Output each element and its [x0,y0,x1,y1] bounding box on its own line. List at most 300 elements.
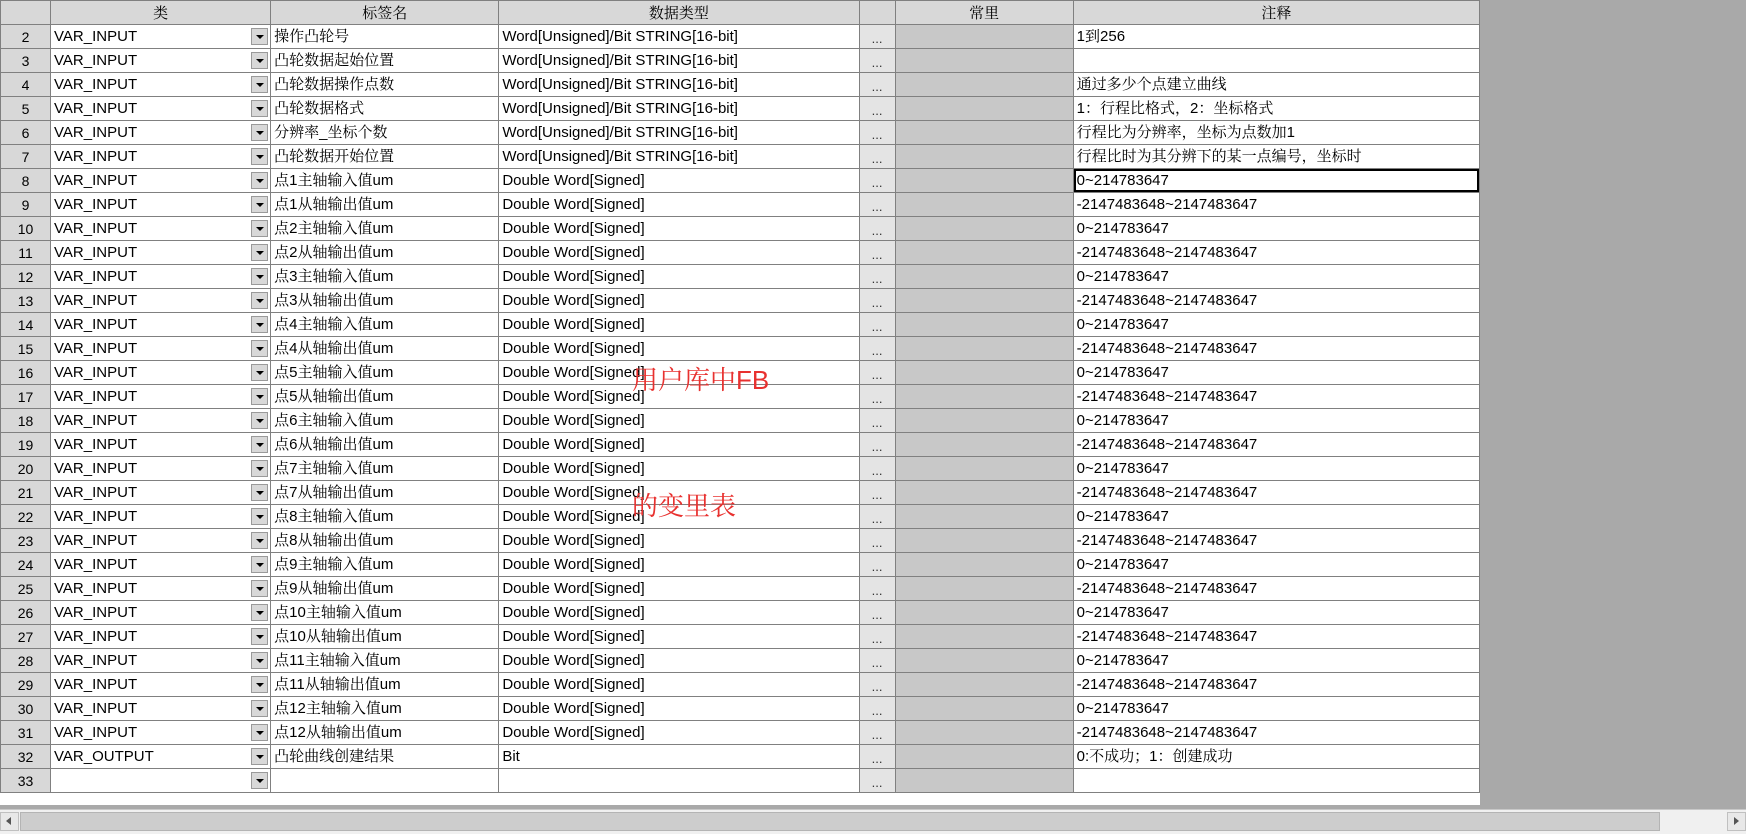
cell-constant[interactable] [895,409,1073,433]
cell-label-name[interactable] [271,505,499,529]
chevron-down-icon[interactable] [251,244,268,261]
cell-label-name[interactable] [271,481,499,505]
cell-class[interactable] [51,217,271,241]
cell-comment[interactable] [1073,697,1479,721]
chevron-down-icon[interactable] [251,484,268,501]
header-name[interactable]: 标签名 [271,1,499,25]
cell-label-name[interactable] [271,553,499,577]
header-datatype[interactable]: 数据类型 [499,1,859,25]
cell-constant[interactable] [895,313,1073,337]
table-row[interactable] [1,361,1480,385]
chevron-down-icon[interactable] [251,76,268,93]
table-row[interactable] [1,97,1480,121]
chevron-down-icon[interactable] [251,100,268,117]
chevron-down-icon[interactable] [251,556,268,573]
cell-class[interactable] [51,409,271,433]
datatype-browse-button[interactable] [859,697,895,721]
scroll-right-arrow-icon[interactable] [1727,812,1746,831]
cell-datatype[interactable] [499,409,859,433]
datatype-browse-button[interactable] [859,745,895,769]
cell-datatype[interactable] [499,481,859,505]
cell-label-name[interactable] [271,217,499,241]
cell-label-name[interactable] [271,97,499,121]
row-number[interactable]: 13 [1,289,51,313]
cell-constant[interactable] [895,265,1073,289]
cell-constant[interactable] [895,289,1073,313]
datatype-browse-button[interactable] [859,289,895,313]
cell-comment[interactable] [1073,673,1479,697]
cell-label-name[interactable] [271,601,499,625]
cell-comment[interactable] [1073,457,1479,481]
cell-datatype[interactable] [499,73,859,97]
cell-datatype[interactable] [499,673,859,697]
row-number[interactable]: 5 [1,97,51,121]
cell-datatype[interactable] [499,25,859,49]
chevron-down-icon[interactable] [251,268,268,285]
table-row[interactable] [1,337,1480,361]
cell-class[interactable] [51,697,271,721]
datatype-browse-button[interactable] [859,601,895,625]
cell-comment[interactable] [1073,721,1479,745]
chevron-down-icon[interactable] [251,700,268,717]
cell-comment[interactable] [1073,193,1479,217]
cell-constant[interactable] [895,745,1073,769]
cell-comment[interactable] [1073,361,1479,385]
cell-datatype[interactable] [499,721,859,745]
cell-class[interactable] [51,745,271,769]
row-number[interactable]: 11 [1,241,51,265]
cell-comment[interactable] [1073,481,1479,505]
cell-constant[interactable] [895,481,1073,505]
cell-class[interactable] [51,553,271,577]
cell-class[interactable] [51,649,271,673]
cell-comment[interactable] [1073,577,1479,601]
cell-label-name[interactable] [271,409,499,433]
chevron-down-icon[interactable] [251,748,268,765]
chevron-down-icon[interactable] [251,460,268,477]
cell-constant[interactable] [895,601,1073,625]
table-row[interactable] [1,673,1480,697]
datatype-browse-button[interactable] [859,361,895,385]
row-number[interactable]: 31 [1,721,51,745]
row-number[interactable]: 4 [1,73,51,97]
cell-constant[interactable] [895,145,1073,169]
row-number[interactable]: 14 [1,313,51,337]
cell-comment[interactable] [1073,601,1479,625]
row-number[interactable]: 17 [1,385,51,409]
cell-datatype[interactable] [499,577,859,601]
scroll-left-arrow-icon[interactable] [0,812,19,831]
cell-comment[interactable] [1073,313,1479,337]
table-row[interactable] [1,121,1480,145]
table-body[interactable] [1,25,1480,793]
chevron-down-icon[interactable] [251,532,268,549]
cell-label-name[interactable] [271,193,499,217]
cell-datatype[interactable] [499,457,859,481]
datatype-browse-button[interactable] [859,313,895,337]
cell-constant[interactable] [895,121,1073,145]
cell-label-name[interactable] [271,673,499,697]
cell-label-name[interactable] [271,313,499,337]
cell-datatype[interactable] [499,121,859,145]
table-row[interactable] [1,409,1480,433]
chevron-down-icon[interactable] [251,52,268,69]
table-row[interactable] [1,241,1480,265]
cell-constant[interactable] [895,433,1073,457]
row-number[interactable]: 3 [1,49,51,73]
cell-class[interactable] [51,337,271,361]
cell-constant[interactable] [895,697,1073,721]
cell-comment[interactable] [1073,25,1479,49]
cell-class[interactable] [51,73,271,97]
cell-comment[interactable] [1073,121,1479,145]
datatype-browse-button[interactable] [859,241,895,265]
cell-class[interactable] [51,481,271,505]
cell-constant[interactable] [895,193,1073,217]
cell-class[interactable] [51,313,271,337]
cell-class[interactable] [51,289,271,313]
cell-constant[interactable] [895,241,1073,265]
table-row[interactable] [1,529,1480,553]
table-row[interactable] [1,433,1480,457]
cell-constant[interactable] [895,553,1073,577]
cell-constant[interactable] [895,25,1073,49]
cell-comment[interactable] [1073,769,1479,793]
row-number[interactable]: 9 [1,193,51,217]
datatype-browse-button[interactable] [859,481,895,505]
datatype-browse-button[interactable] [859,169,895,193]
cell-constant[interactable] [895,673,1073,697]
cell-datatype[interactable] [499,649,859,673]
row-number[interactable]: 20 [1,457,51,481]
cell-constant[interactable] [895,625,1073,649]
table-row[interactable] [1,265,1480,289]
cell-label-name[interactable] [271,73,499,97]
table-row[interactable] [1,193,1480,217]
datatype-browse-button[interactable] [859,553,895,577]
cell-comment[interactable] [1073,529,1479,553]
cell-comment[interactable] [1073,49,1479,73]
cell-label-name[interactable] [271,721,499,745]
cell-constant[interactable] [895,361,1073,385]
cell-label-name[interactable] [271,649,499,673]
cell-constant[interactable] [895,169,1073,193]
cell-datatype[interactable] [499,241,859,265]
datatype-browse-button[interactable] [859,73,895,97]
row-number[interactable]: 21 [1,481,51,505]
table-row[interactable] [1,505,1480,529]
cell-datatype[interactable] [499,601,859,625]
cell-constant[interactable] [895,337,1073,361]
datatype-browse-button[interactable] [859,121,895,145]
row-number[interactable]: 25 [1,577,51,601]
cell-class[interactable] [51,457,271,481]
cell-comment[interactable] [1073,241,1479,265]
cell-label-name[interactable] [271,457,499,481]
row-number[interactable]: 30 [1,697,51,721]
chevron-down-icon[interactable] [251,172,268,189]
cell-class[interactable] [51,625,271,649]
cell-class[interactable] [51,505,271,529]
header-class[interactable]: 类 [51,1,271,25]
row-number[interactable]: 26 [1,601,51,625]
cell-comment[interactable] [1073,145,1479,169]
cell-comment[interactable] [1073,73,1479,97]
chevron-down-icon[interactable] [251,364,268,381]
table-row[interactable] [1,457,1480,481]
table-row[interactable] [1,625,1480,649]
row-number[interactable]: 10 [1,217,51,241]
table-row[interactable] [1,25,1480,49]
row-number[interactable]: 16 [1,361,51,385]
cell-label-name[interactable] [271,385,499,409]
cell-class[interactable] [51,265,271,289]
table-row[interactable] [1,481,1480,505]
chevron-down-icon[interactable] [251,412,268,429]
datatype-browse-button[interactable] [859,217,895,241]
cell-datatype[interactable] [499,433,859,457]
chevron-down-icon[interactable] [251,628,268,645]
chevron-down-icon[interactable] [251,652,268,669]
row-number[interactable]: 7 [1,145,51,169]
cell-datatype[interactable] [499,193,859,217]
datatype-browse-button[interactable] [859,505,895,529]
datatype-browse-button[interactable] [859,625,895,649]
cell-datatype[interactable] [499,553,859,577]
cell-comment[interactable] [1073,553,1479,577]
chevron-down-icon[interactable] [251,604,268,621]
cell-label-name[interactable] [271,625,499,649]
table-row[interactable] [1,721,1480,745]
datatype-browse-button[interactable] [859,433,895,457]
datatype-browse-button[interactable] [859,193,895,217]
cell-class[interactable] [51,769,271,793]
cell-datatype[interactable] [499,769,859,793]
row-number[interactable]: 23 [1,529,51,553]
cell-constant[interactable] [895,505,1073,529]
table-row[interactable] [1,385,1480,409]
cell-datatype[interactable] [499,625,859,649]
chevron-down-icon[interactable] [251,388,268,405]
cell-class[interactable] [51,241,271,265]
table-row[interactable] [1,745,1480,769]
cell-class[interactable] [51,193,271,217]
cell-constant[interactable] [895,49,1073,73]
row-number[interactable]: 19 [1,433,51,457]
chevron-down-icon[interactable] [251,772,268,789]
chevron-down-icon[interactable] [251,220,268,237]
cell-label-name[interactable] [271,265,499,289]
row-number[interactable]: 29 [1,673,51,697]
cell-label-name[interactable] [271,769,499,793]
cell-comment[interactable] [1073,649,1479,673]
row-number[interactable]: 32 [1,745,51,769]
table-row[interactable] [1,601,1480,625]
scrollbar-thumb[interactable] [20,812,1660,831]
table-row[interactable] [1,553,1480,577]
header-constant[interactable]: 常里 [895,1,1073,25]
cell-comment[interactable] [1073,505,1479,529]
table-row[interactable] [1,313,1480,337]
table-row[interactable] [1,49,1480,73]
cell-class[interactable] [51,121,271,145]
chevron-down-icon[interactable] [251,316,268,333]
chevron-down-icon[interactable] [251,124,268,141]
cell-comment[interactable] [1073,433,1479,457]
cell-datatype[interactable] [499,97,859,121]
cell-datatype[interactable] [499,505,859,529]
datatype-browse-button[interactable] [859,577,895,601]
row-number[interactable]: 15 [1,337,51,361]
cell-comment[interactable] [1073,385,1479,409]
cell-datatype[interactable] [499,697,859,721]
cell-constant[interactable] [895,385,1073,409]
cell-constant[interactable] [895,73,1073,97]
cell-comment[interactable] [1073,97,1479,121]
cell-datatype[interactable] [499,313,859,337]
cell-class[interactable] [51,97,271,121]
row-number[interactable]: 33 [1,769,51,793]
chevron-down-icon[interactable] [251,580,268,597]
row-number[interactable]: 22 [1,505,51,529]
datatype-browse-button[interactable] [859,265,895,289]
cell-label-name[interactable] [271,337,499,361]
cell-label-name[interactable] [271,361,499,385]
row-number[interactable]: 6 [1,121,51,145]
table-row[interactable] [1,697,1480,721]
table-row[interactable] [1,289,1480,313]
cell-constant[interactable] [895,769,1073,793]
chevron-down-icon[interactable] [251,196,268,213]
chevron-down-icon[interactable] [251,508,268,525]
table-row[interactable] [1,73,1480,97]
cell-datatype[interactable] [499,745,859,769]
datatype-browse-button[interactable] [859,457,895,481]
datatype-browse-button[interactable] [859,97,895,121]
cell-constant[interactable] [895,97,1073,121]
row-number[interactable]: 8 [1,169,51,193]
cell-constant[interactable] [895,649,1073,673]
cell-constant[interactable] [895,457,1073,481]
cell-class[interactable] [51,25,271,49]
datatype-browse-button[interactable] [859,673,895,697]
cell-datatype[interactable] [499,361,859,385]
chevron-down-icon[interactable] [251,148,268,165]
cell-datatype[interactable] [499,337,859,361]
cell-constant[interactable] [895,217,1073,241]
cell-datatype[interactable] [499,265,859,289]
cell-label-name[interactable] [271,241,499,265]
table-row[interactable] [1,169,1480,193]
row-number[interactable]: 27 [1,625,51,649]
datatype-browse-button[interactable] [859,25,895,49]
cell-constant[interactable] [895,721,1073,745]
cell-label-name[interactable] [271,577,499,601]
cell-datatype[interactable] [499,145,859,169]
cell-class[interactable] [51,169,271,193]
table-row[interactable] [1,217,1480,241]
chevron-down-icon[interactable] [251,340,268,357]
cell-label-name[interactable] [271,433,499,457]
cell-datatype[interactable] [499,169,859,193]
cell-label-name[interactable] [271,169,499,193]
row-number[interactable]: 18 [1,409,51,433]
header-comment[interactable]: 注释 [1073,1,1479,25]
cell-comment[interactable] [1073,265,1479,289]
cell-label-name[interactable] [271,49,499,73]
cell-label-name[interactable] [271,529,499,553]
row-number[interactable]: 12 [1,265,51,289]
cell-datatype[interactable] [499,289,859,313]
cell-class[interactable] [51,145,271,169]
datatype-browse-button[interactable] [859,769,895,793]
ellipsis-icon: ... [871,439,883,454]
class-value: VAR_INPUT [54,651,138,669]
cell-datatype[interactable] [499,529,859,553]
table-row[interactable] [1,145,1480,169]
table-row[interactable] [1,769,1480,793]
row-number[interactable]: 28 [1,649,51,673]
cell-datatype[interactable] [499,385,859,409]
horizontal-scrollbar[interactable] [0,809,1746,834]
datatype-browse-button[interactable] [859,529,895,553]
chevron-down-icon[interactable] [251,724,268,741]
cell-comment[interactable] [1073,625,1479,649]
row-number[interactable]: 24 [1,553,51,577]
cell-class[interactable] [51,385,271,409]
table-row[interactable] [1,649,1480,673]
datatype-browse-button[interactable] [859,145,895,169]
cell-label-name[interactable] [271,121,499,145]
cell-class[interactable] [51,721,271,745]
cell-datatype[interactable] [499,49,859,73]
cell-comment[interactable] [1073,169,1479,193]
chevron-down-icon[interactable] [251,28,268,45]
cell-comment[interactable] [1073,745,1479,769]
cell-label-name[interactable] [271,25,499,49]
chevron-down-icon[interactable] [251,676,268,693]
chevron-down-icon[interactable] [251,292,268,309]
datatype-browse-button[interactable] [859,49,895,73]
cell-constant[interactable] [895,577,1073,601]
cell-constant[interactable] [895,529,1073,553]
cell-comment[interactable] [1073,217,1479,241]
cell-class[interactable] [51,433,271,457]
cell-label-name[interactable] [271,289,499,313]
cell-label-name[interactable] [271,145,499,169]
datatype-browse-button[interactable] [859,721,895,745]
chevron-down-icon[interactable] [251,436,268,453]
cell-class[interactable] [51,601,271,625]
cell-class[interactable] [51,49,271,73]
cell-comment[interactable] [1073,337,1479,361]
cell-comment[interactable] [1073,409,1479,433]
cell-label-name[interactable] [271,745,499,769]
cell-class[interactable] [51,577,271,601]
datatype-browse-button[interactable] [859,649,895,673]
row-number[interactable]: 2 [1,25,51,49]
cell-class[interactable] [51,529,271,553]
datatype-browse-button[interactable] [859,409,895,433]
cell-label-name[interactable] [271,697,499,721]
cell-class[interactable] [51,673,271,697]
cell-comment[interactable] [1073,289,1479,313]
table-row[interactable] [1,577,1480,601]
datatype-browse-button[interactable] [859,337,895,361]
cell-datatype[interactable] [499,217,859,241]
cell-class[interactable] [51,361,271,385]
datatype-browse-button[interactable] [859,385,895,409]
